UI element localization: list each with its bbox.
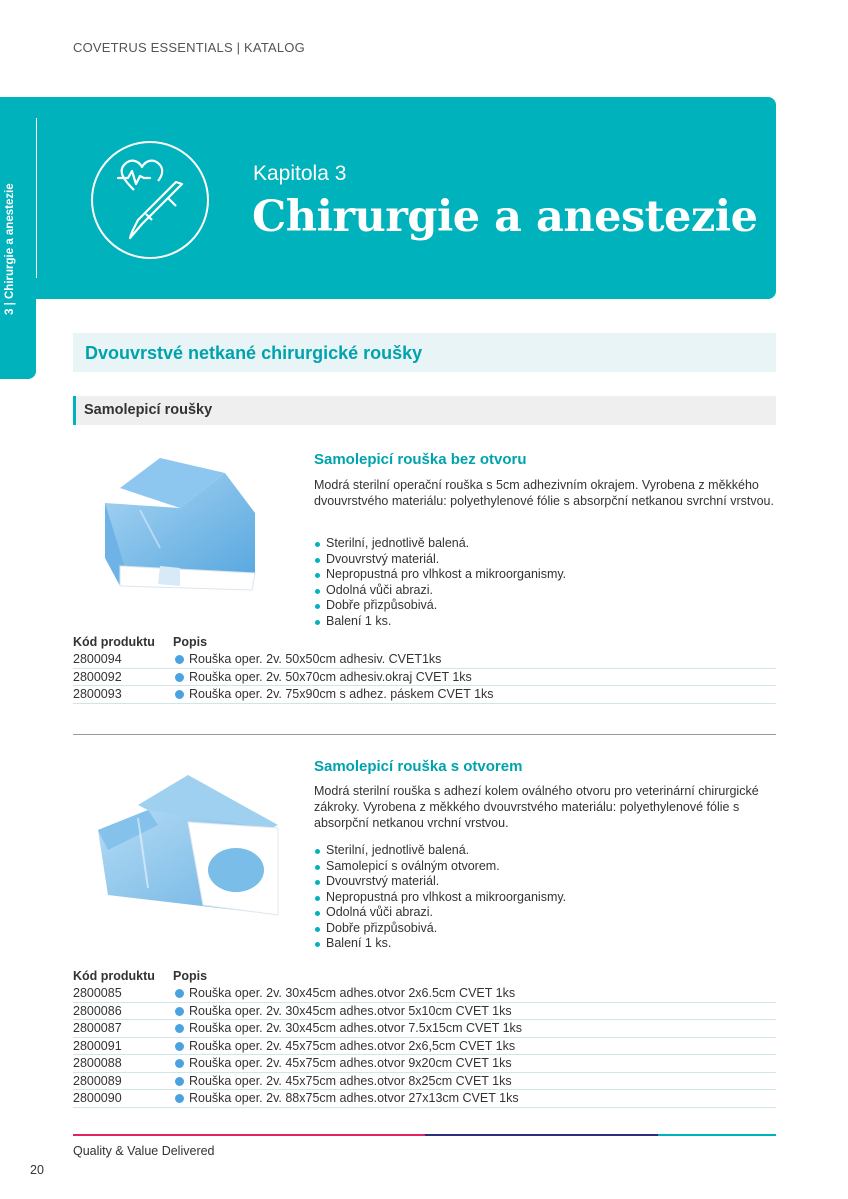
- product-code: 2800093: [73, 687, 122, 701]
- bullet-dot: [175, 1059, 184, 1068]
- product-code: 2800086: [73, 1003, 122, 1018]
- subsection-title: Samolepicí roušky: [84, 402, 213, 418]
- product-code: 2800092: [73, 669, 122, 684]
- feature-list: [314, 536, 566, 629]
- side-tab-divider: [36, 118, 37, 278]
- product-name: Rouška oper. 2v. 88x75cm adhes.otvor 27x13cm CVET 1ks: [189, 1091, 519, 1105]
- product-title: Samolepicí rouška bez otvoru: [314, 451, 527, 468]
- footer-tagline: Quality & Value Delivered: [73, 1144, 215, 1158]
- table-header: [73, 969, 776, 985]
- product-name: Rouška oper. 2v. 45x75cm adhes.otvor 9x20cm CVET 1ks: [189, 1056, 512, 1070]
- table-row: [73, 1038, 776, 1056]
- bullet-dot: [175, 1094, 184, 1103]
- bullet-dot: [175, 673, 184, 682]
- chapter-number: Kapitola 3: [253, 162, 347, 185]
- product-code: 2800089: [73, 1073, 122, 1088]
- product-code: 2800091: [73, 1038, 122, 1053]
- feature-item: Dvouvrstvý materiál.: [314, 874, 566, 890]
- table-row: [73, 1073, 776, 1091]
- column-header-code: Kód produktu: [73, 635, 155, 649]
- column-header-desc: Popis: [173, 969, 208, 983]
- bullet-dot: [175, 989, 184, 998]
- product-name: Rouška oper. 2v. 45x75cm adhes.otvor 2x6,5cm CVET 1ks: [189, 1038, 516, 1053]
- bullet-dot: [175, 1042, 184, 1051]
- product-name: Rouška oper. 2v. 30x45cm adhes.otvor 5x10cm CVET 1ks: [189, 1003, 512, 1018]
- bullet-dot: [175, 1007, 184, 1016]
- feature-item: Dobře přizpůsobivá.: [314, 598, 566, 614]
- feature-item: Dobře přizpůsobivá.: [314, 921, 566, 937]
- product-name: Rouška oper. 2v. 50x70cm adhesiv.okraj CVET 1ks: [189, 669, 472, 684]
- column-header-desc: Popis: [173, 635, 208, 649]
- table-row: [73, 686, 776, 704]
- section-title: Dvouvrstvé netkané chirurgické roušky: [85, 343, 423, 363]
- feature-item: Odolná vůči abrazi.: [314, 905, 566, 921]
- page-number: 20: [30, 1163, 44, 1177]
- bullet-dot: [175, 1077, 184, 1086]
- footer-stripe-navy: [425, 1134, 658, 1136]
- table-row: [73, 669, 776, 687]
- feature-item: Samolepicí s oválným otvorem.: [314, 859, 566, 875]
- section-divider: [73, 734, 776, 735]
- product-code: 2800094: [73, 652, 122, 666]
- chapter-title: Chirurgie a anestezie: [252, 192, 758, 242]
- product-table: [73, 635, 776, 704]
- feature-item: Odolná vůči abrazi.: [314, 583, 566, 599]
- table-row: [73, 651, 776, 669]
- product-name: Rouška oper. 2v. 75x90cm s adhez. páskem CVET 1ks: [189, 687, 494, 701]
- feature-item: Sterilní, jednotlivě balená.: [314, 536, 566, 552]
- feature-item: Dvouvrstvý materiál.: [314, 552, 566, 568]
- feature-list: [314, 843, 566, 952]
- product-description: Modrá sterilní rouška s adhezí kolem oválného otvoru pro veterinární chirurgické zákroky. Vyrobena z měkkého dvouvrstvého materiálu: polyethylenové fólie s absorpční netkanou vrchní vrstvou.: [314, 784, 759, 830]
- product-code: 2800090: [73, 1091, 122, 1105]
- catalog-header: COVETRUS ESSENTIALS | KATALOG: [73, 40, 305, 55]
- table-row: [73, 1003, 776, 1021]
- product-code: 2800088: [73, 1056, 122, 1070]
- feature-item: Nepropustná pro vlhkost a mikroorganismy.: [314, 567, 566, 583]
- product-table: [73, 969, 776, 1108]
- drape-with-hole-image: [78, 770, 288, 920]
- product-code: 2800087: [73, 1021, 122, 1035]
- table-row: [73, 1090, 776, 1108]
- table-row: [73, 1055, 776, 1073]
- table-row: [73, 1020, 776, 1038]
- product-name: Rouška oper. 2v. 45x75cm adhes.otvor 8x25cm CVET 1ks: [189, 1073, 512, 1088]
- product-name: Rouška oper. 2v. 50x50cm adhesiv. CVET1ks: [189, 652, 442, 666]
- feature-item: Nepropustná pro vlhkost a mikroorganismy.: [314, 890, 566, 906]
- product-description: Modrá sterilní operační rouška s 5cm adhezivním okrajem. Vyrobena z měkkého dvouvrstvého materiálu: polyethylenové fólie s absorpční netkanou svrchní vrstvou.: [314, 478, 774, 508]
- feature-item: Balení 1 ks.: [314, 614, 566, 630]
- product-name: Rouška oper. 2v. 30x45cm adhes.otvor 7.5x15cm CVET 1ks: [189, 1021, 523, 1035]
- product-code: 2800085: [73, 986, 122, 1000]
- heart-scalpel-icon: [90, 140, 210, 260]
- footer-stripe-teal: [658, 1134, 776, 1136]
- product-name: Rouška oper. 2v. 30x45cm adhes.otvor 2x6.5cm CVET 1ks: [189, 986, 516, 1000]
- product-title: Samolepicí rouška s otvorem: [314, 758, 523, 775]
- drape-without-hole-image: [100, 448, 260, 596]
- table-row: [73, 985, 776, 1003]
- bullet-dot: [175, 655, 184, 664]
- table-header: [73, 635, 776, 651]
- bullet-dot: [175, 690, 184, 699]
- feature-item: Sterilní, jednotlivě balená.: [314, 843, 566, 859]
- column-header-code: Kód produktu: [73, 969, 155, 983]
- footer-stripe-red: [73, 1134, 425, 1136]
- feature-item: Balení 1 ks.: [314, 936, 566, 952]
- side-tab-label: 3 | Chirurgie a anestezie: [4, 183, 16, 315]
- bullet-dot: [175, 1024, 184, 1033]
